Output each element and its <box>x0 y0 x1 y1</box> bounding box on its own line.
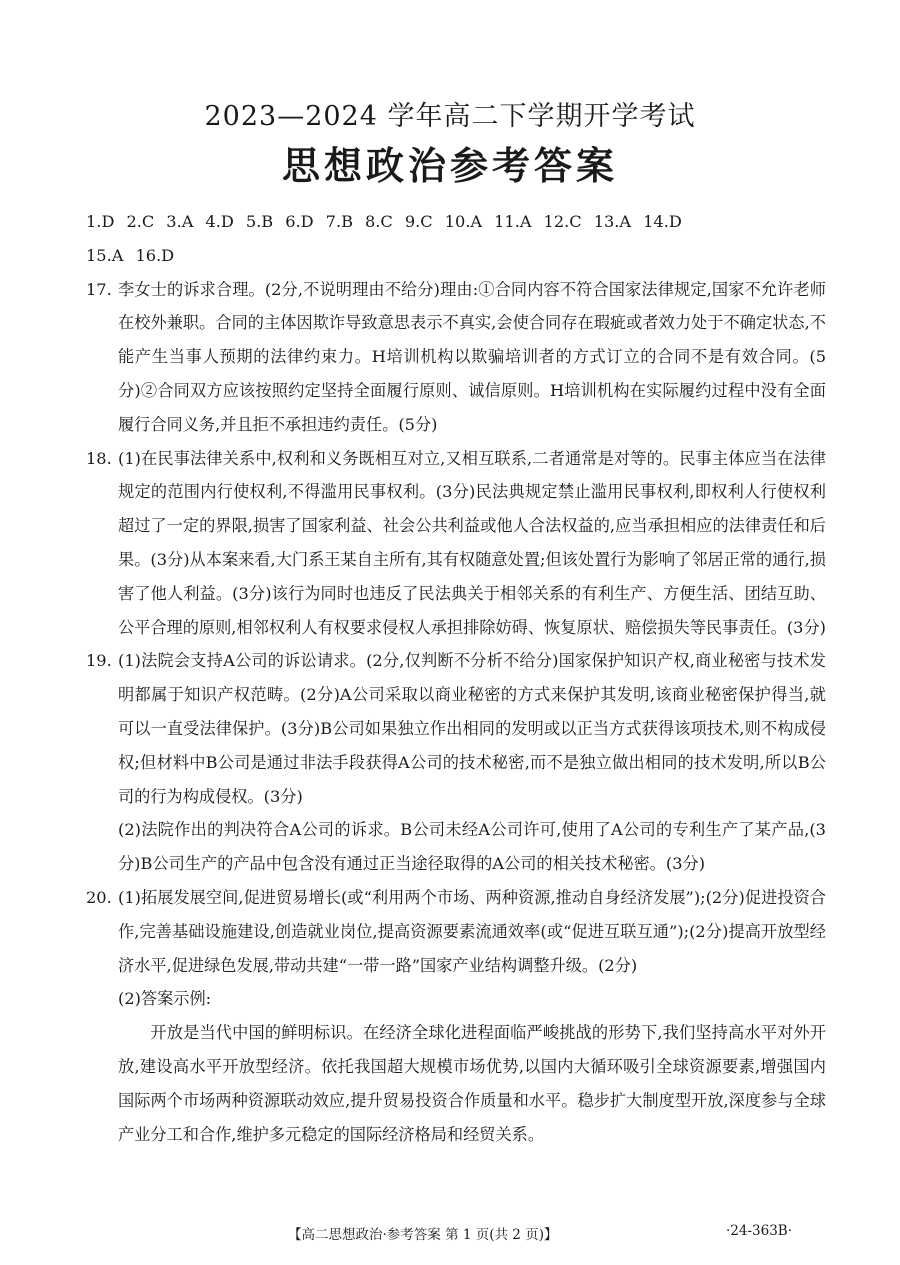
question-19-answer <box>86 644 826 881</box>
exam-title: 2023—2024 学年高二下学期开学考试 <box>204 101 696 132</box>
answer-item: 10.A <box>444 212 483 231</box>
footer-page-info: 【高二思想政治·参考答案 第 1 页(共 2 页)】 <box>288 1227 558 1243</box>
question-19-part-1: (1)法院会支持A公司的诉讼请求。(2分,仅判断不分析不给分)国家保护知识产权,商业秘密与技术发明都属于知识产权范畴。(2分)A公司采取以商业秘密的方式来保护其发明,该商业秘密保护得当,就可以一直受法律保护。(3分)B公司如果独立作出相同的发明或以正当方式获得该项技术,则不构成侵权;但材料中B公司是通过非法手段获得A公司的技术秘密,而不是独立做出相同的技术发明,所以B公司的行为构成侵权。(3分) <box>118 651 826 806</box>
document-title: 思想政治参考答案 <box>281 144 618 188</box>
question-20-part-1: (1)拓展发展空间,促进贸易增长(或“利用两个市场、两种资源,推动自身经济发展”);(2分)促进投资合作,完善基础设施建设,创造就业岗位,提高资源要素流通效率(或“促进互联互通”);(2分)提高开放型经济水平,促进绿色发展,带动共建“一带一路”国家产业结构调整升级。(2分) <box>118 887 826 975</box>
footer-code: ·24-363B· <box>726 1223 793 1239</box>
question-17-answer <box>86 273 826 442</box>
answer-item: 14.D <box>643 212 682 231</box>
multiple-choice-answers-line-1 <box>86 205 826 239</box>
answer-item: 16.D <box>135 245 175 265</box>
answer-item: 12.C <box>543 212 582 231</box>
answer-item: 8.C <box>364 212 393 231</box>
question-18-text: (1)在民事法律关系中,权利和义务既相互对立,又相互联系,二者通常是对等的。民事主体应当在法律规定的范围内行使权利,不得滥用民事权利。(3分)民法典规定禁止滥用民事权利,即权利人行使权利超过了一定的界限,损害了国家利益、社会公共利益或他人合法权益的,应当承担相应的法律责任和后果。(3分)从本案来看,大门系王某自主所有,其有权随意处置;但该处置行为影响了邻居正常的通行,损害了他人利益。(3分)该行为同时也违反了民法典关于相邻关系的有利生产、方便生活、团结互助、公平合理的原则,相邻权利人有权要求侵权人承担排除妨碍、恢复原状、赔偿损失等民事责任。(3分) <box>118 448 826 637</box>
answer-item: 4.D <box>205 212 234 231</box>
question-20-part-2-label: (2)答案示例: <box>118 989 212 1009</box>
question-number: 20. <box>86 887 112 907</box>
question-17-text: 李女士的诉求合理。(2分,不说明理由不给分)理由:①合同内容不符合国家法律规定,国家不允许老师在校外兼职。合同的主体因欺诈导致意思表示不真实,会使合同存在瑕疵或者效力处于不确定状态,不能产生当事人预期的法律约束力。H培训机构以欺骗培训者的方式订立的合同不是有效合同。(5分)②合同双方应该按照约定坚持全面履行原则、诚信原则。H培训机构在实际履约过程中没有全面履行合同义务,并且拒不承担违约责任。(5分) <box>118 279 826 434</box>
answer-item: 13.A <box>593 212 632 231</box>
question-20-essay: 开放是当代中国的鲜明标识。在经济全球化进程面临严峻挑战的形势下,我们坚持高水平对外开放,建设高水平开放型经济。依托我国超大规模市场优势,以国内大循环吸引全球资源要素,增强国内国际两个市场两种资源联动效应,提升贸易投资合作质量和水平。稳步扩大制度型开放,深度参与全球产业分工和合作,维护多元稳定的国际经济格局和经贸关系。 <box>118 1023 826 1144</box>
answer-content <box>86 205 826 1151</box>
answer-item: 1.D <box>86 212 115 231</box>
question-number: 18. <box>86 448 112 468</box>
question-19-part-2: (2)法院作出的判决符合A公司的诉求。B公司未经A公司许可,使用了A公司的专利生产了某产品,(3分)B公司生产的产品中包含没有通过正当途径取得的A公司的相关技术秘密。(3分) <box>118 820 826 874</box>
question-18-answer <box>86 442 826 645</box>
multiple-choice-answers-line-2 <box>86 239 826 273</box>
answer-item: 3.A <box>166 212 194 231</box>
answer-item: 11.A <box>494 212 532 231</box>
question-number: 17. <box>86 279 112 299</box>
answer-item: 2.C <box>126 212 155 231</box>
answer-item: 6.D <box>285 212 314 231</box>
answer-item: 7.B <box>325 212 353 231</box>
answer-item: 15.A <box>86 245 124 265</box>
question-20-answer <box>86 881 826 1151</box>
answer-item: 9.C <box>404 212 433 231</box>
answer-item: 5.B <box>245 212 274 231</box>
question-number: 19. <box>86 651 112 671</box>
